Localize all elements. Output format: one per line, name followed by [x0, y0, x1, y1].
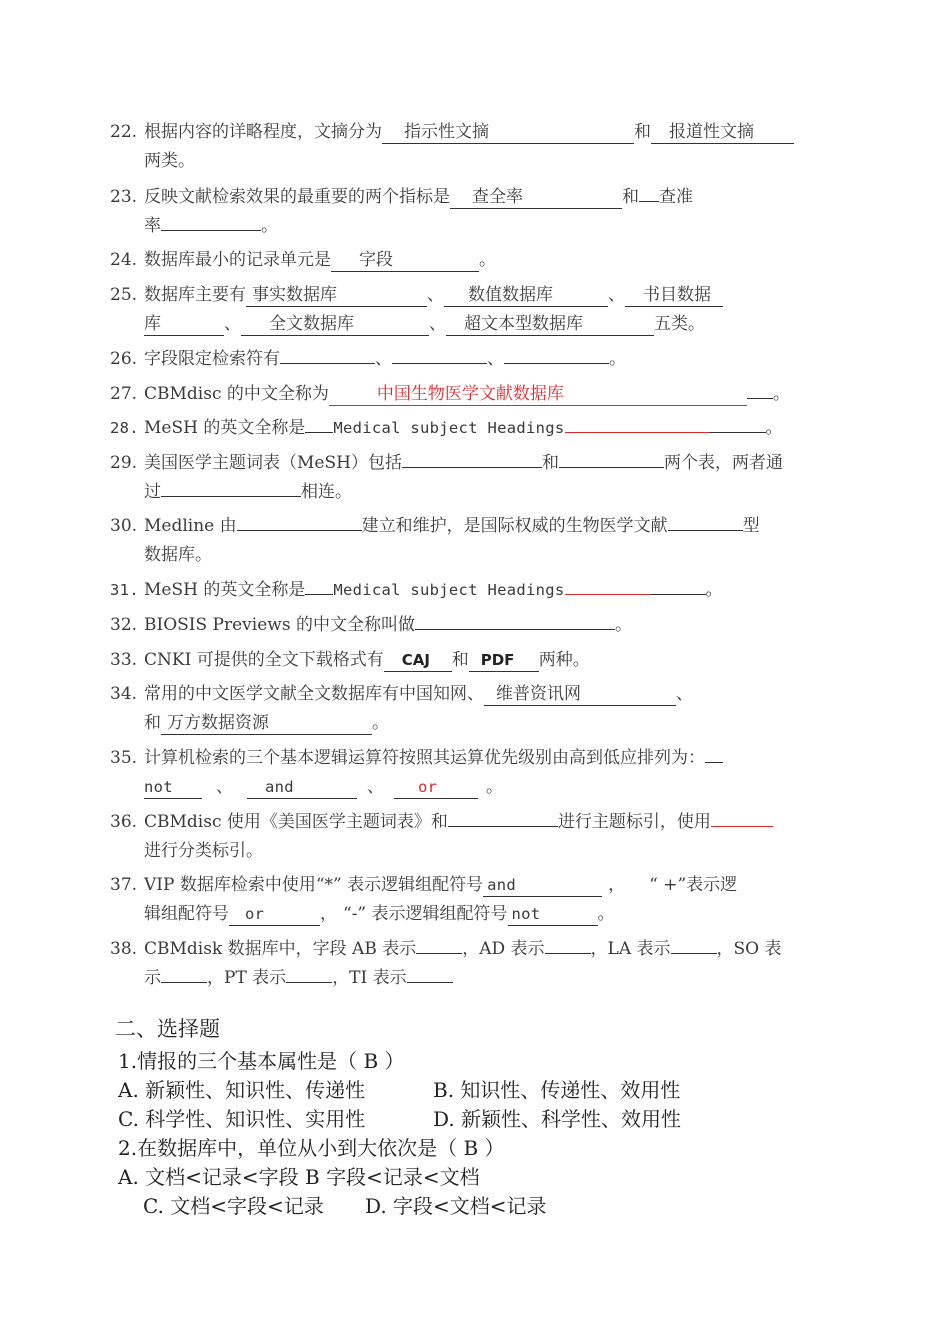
choice-question-1: 1.情报的三个基本属性是（ B ） [118, 1049, 405, 1073]
section-title: 二、选择题 [115, 1017, 220, 1041]
option-d: D. 字段<文档<记录 [365, 1194, 547, 1218]
question-26: 26. 字段限定检索符有 、 、 。 [110, 349, 626, 369]
question-36: 36. CBMdisc 使用《美国医学主题词表》和 进行主题标引，使用 进行分类标引。 [110, 808, 810, 866]
answer-blank [559, 467, 664, 468]
question-32: 32. BIOSIS Previews 的中文全称叫做 。 [110, 615, 632, 635]
question-24: 24. 数据库最小的记录单元是 字段 。 [110, 250, 496, 270]
question-23: 23. 反映文献检索效果的最重要的两个指标是 查全率 和 查准 率 。 [110, 187, 693, 236]
question-34: 34. 常用的中文医学文献全文数据库有中国知网、 维普资讯网 、 和 万方数据资源 。 [110, 684, 693, 733]
question-38: 38. CBMdisk 数据库中，字段 AB 表示 ，AD 表示 ，LA 表示 ，SO 表 示 ，PT 表示 ，TI 表示 [110, 939, 782, 988]
choice-question-2: 2.在数据库中，单位从小到大依次是（ B ） [118, 1136, 505, 1160]
answer-blank: PDF [469, 649, 539, 672]
answer-blank: and [483, 874, 602, 897]
answer-blank: 报道性文摘 [651, 121, 794, 144]
answer-blank: 数值数据库 [444, 284, 608, 307]
question-33: 33. CNKI 可提供的全文下载格式有 CAJ 和 PDF 两种。 [110, 650, 590, 670]
answer-blank: CAJ [384, 649, 452, 672]
answer-blank [280, 363, 375, 364]
answer-blank: 事实数据库 [246, 284, 427, 307]
answer-blank: 超文本型数据库 [446, 313, 654, 336]
answer-blank [161, 496, 301, 497]
option-c: C. 文档<字段<记录 [143, 1194, 324, 1218]
answer-blank [392, 363, 487, 364]
question-30: 30. Medline 由 建立和维护，是国际权威的生物医学文献 型 数据库。 [110, 516, 760, 565]
answer-blank [415, 629, 615, 630]
question-28: 28. MeSH 的英文全称是 Medical subject Headings 。 [110, 418, 783, 438]
option-d: D. 新颖性、科学性、效用性 [433, 1107, 682, 1131]
question-31: 31. MeSH 的英文全称是 Medical subject Headings 。 [110, 580, 723, 600]
answer-blank [286, 982, 332, 983]
answer-blank [545, 953, 591, 954]
answer-blank: 书目数据 [625, 284, 723, 307]
answer-blank: 全文数据库 [241, 313, 429, 336]
answer-blank: or [394, 776, 478, 799]
question-37: 37. VIP 数据库检索中使用“*” 表示逻辑组配符号 and ， “ +”表示逻 辑组配符号 or ， “-” 表示逻辑组配符号 not 。 [110, 875, 738, 924]
answer-blank: 维普资讯网 [484, 683, 676, 706]
answer-blank [237, 530, 362, 531]
question-25: 25. 数据库主要有 事实数据库 、 数值数据库 、 书目数据 库 、 全文数据库 、 超文本型数据库 五类。 [110, 281, 810, 339]
answer-blank [668, 530, 743, 531]
answer-blank: 指示性文摘 [382, 121, 634, 144]
answer-blank-red: 中国生物医学文献数据库 [329, 383, 747, 406]
answer-blank: and [247, 776, 357, 799]
choice-options-row [118, 1105, 681, 1134]
question-22: 22. 根据内容的详略程度，文摘分为 指示性文摘 和 报道性文摘 两类。 [110, 118, 810, 176]
choice-options-row [143, 1192, 547, 1221]
answer-blank [402, 467, 542, 468]
option-a: A. 新颖性、知识性、传递性 [118, 1078, 366, 1102]
answer-blank [711, 826, 773, 827]
answer-blank: 字段 [331, 249, 479, 272]
option-b: B. 知识性、传递性、效用性 [433, 1078, 681, 1102]
question-35: 35. 计算机检索的三个基本逻辑运算符按照其运算优先级别由高到低应排列为： not 、 and 、 or 。 [110, 744, 810, 802]
answer-blank [671, 953, 717, 954]
question-27: 27. CBMdisc 的中文全称为 中国生物医学文献数据库 。 [110, 384, 790, 404]
choice-options-row [118, 1076, 680, 1105]
answer-blank: not [144, 776, 202, 799]
answer-blank: 万方数据资源 [161, 712, 372, 735]
answer-blank [504, 363, 609, 364]
question-29: 29. 美国医学主题词表（MeSH）包括 和 两个表，两者通 过 相连。 [110, 453, 783, 502]
answer-blank: 查全率 [450, 186, 622, 209]
choice-options-row: A. 文档<记录<字段 B 字段<记录<文档 [118, 1165, 480, 1189]
answer-blank: or [229, 903, 320, 926]
answer-blank [161, 230, 261, 231]
answer-blank [448, 826, 558, 827]
answer-blank [416, 953, 462, 954]
option-c: C. 科学性、知识性、实用性 [118, 1107, 366, 1131]
answer-blank: not [508, 903, 598, 926]
answer-blank [161, 982, 207, 983]
answer-blank [407, 982, 453, 983]
